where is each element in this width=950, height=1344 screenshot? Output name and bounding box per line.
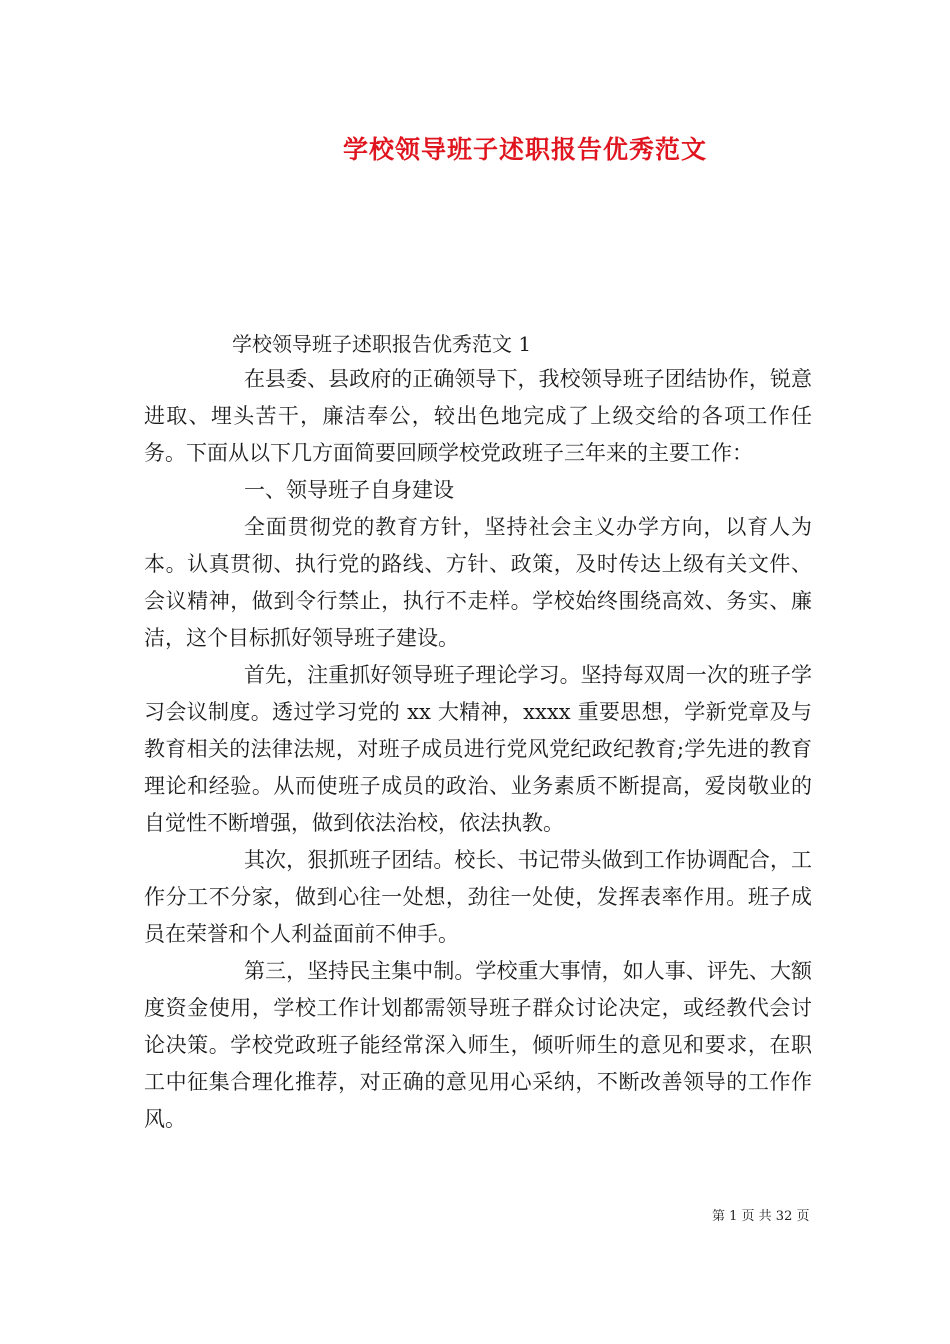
document-subtitle: 学校领导班子述职报告优秀范文 1 bbox=[232, 332, 532, 356]
page-number: 第 1 页 共 32 页 bbox=[712, 1209, 810, 1224]
paragraph: 第三，坚持民主集中制。学校重大事情，如人事、评先、大额度资金使用，学校工作计划都需领导班子群众讨论决定，或经教代会讨论决策。学校党政班子能经常深入师生，倾听师生的意见和要求，在职工中征集合理化推荐，对正确的意见用心采纳，不断改善领导的工作作风。 bbox=[144, 959, 812, 1131]
section-heading: 一、领导班子自身建设 bbox=[244, 478, 454, 502]
document-title: 学校领导班子述职报告优秀范文 bbox=[342, 135, 707, 164]
paragraph-intro: 在县委、县政府的正确领导下，我校领导班子团结协作，锐意进取、埋头苦干，廉洁奉公，较出色地完成了上级交给的各项工作任务。下面从以下几方面简要回顾学校党政班子三年来的主要工作： bbox=[144, 367, 812, 465]
paragraph: 首先，注重抓好领导班子理论学习。坚持每双周一次的班子学习会议制度。透过学习党的 xx 大精神，xxxx 重要思想，学新党章及与教育相关的法律法规，对班子成员进行党风党纪政纪教育;学先进的教育理论和经验。从而使班子成员的政治、业务素质不断提高，爱岗敬业的自觉性不断增强，做到依法治校，依法执教。 bbox=[144, 663, 812, 835]
paragraph: 其次，狠抓班子团结。校长、书记带头做到工作协调配合，工作分工不分家，做到心往一处想，劲往一处使，发挥表率作用。班子成员在荣誉和个人利益面前不伸手。 bbox=[144, 848, 812, 946]
document-body bbox=[144, 361, 812, 1138]
paragraph: 全面贯彻党的教育方针，坚持社会主义办学方向，以育人为本。认真贯彻、执行党的路线、方针、政策，及时传达上级有关文件、会议精神，做到令行禁止，执行不走样。学校始终围绕高效、务实、廉洁，这个目标抓好领导班子建设。 bbox=[144, 515, 812, 650]
